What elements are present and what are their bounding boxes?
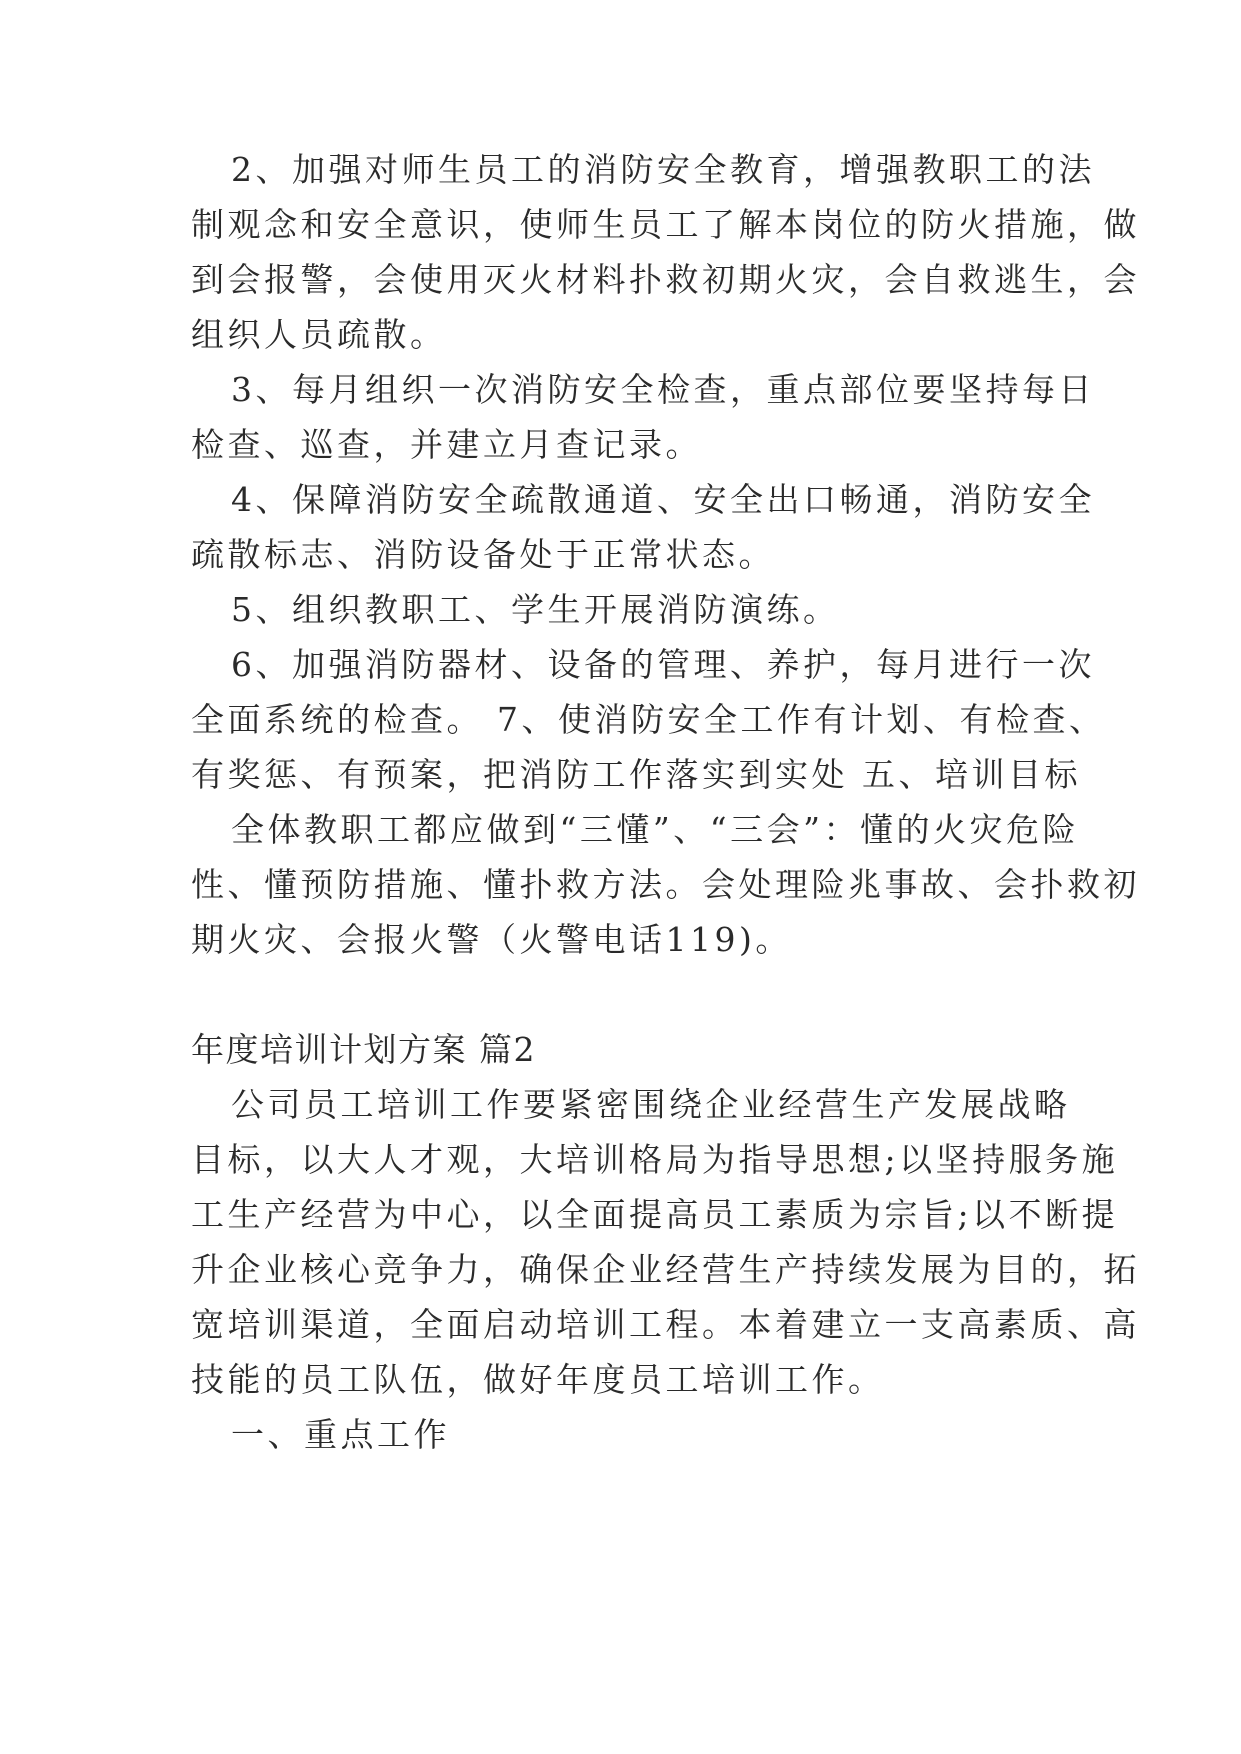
section-title: 年度培训计划方案 篇2 xyxy=(191,1030,536,1069)
text-line: 有奖惩、有预案，把消防工作落实到实处 五、培训目标 xyxy=(191,755,1081,794)
text-line: 2、加强对师生员工的消防安全教育，增强教职工的法 xyxy=(231,150,1095,189)
text-line: 制观念和安全意识，使师生员工了解本岗位的防火措施，做 xyxy=(191,205,1140,244)
text-line: 性、懂预防措施、懂扑救方法。会处理险兆事故、会扑救初 xyxy=(191,865,1140,904)
text-line: 期火灾、会报火警（火警电话119)。 xyxy=(191,920,792,959)
text-line: 检查、巡查，并建立月查记录。 xyxy=(191,425,702,464)
text-line: 6、加强消防器材、设备的管理、养护，每月进行一次 xyxy=(231,645,1095,684)
text-line: 疏散标志、消防设备处于正常状态。 xyxy=(191,535,775,574)
text-line: 全面系统的检查。 7、使消防安全工作有计划、有检查、 xyxy=(191,700,1106,739)
section-heading: 一、重点工作 xyxy=(231,1415,450,1454)
text-line: 升企业核心竞争力，确保企业经营生产持续发展为目的，拓 xyxy=(191,1250,1140,1289)
text-line: 工生产经营为中心，以全面提高员工素质为宗旨;以不断提 xyxy=(191,1195,1119,1234)
text-line: 5、组织教职工、学生开展消防演练。 xyxy=(231,590,840,629)
text-line: 技能的员工队伍，做好年度员工培训工作。 xyxy=(191,1360,885,1399)
text-line: 到会报警，会使用灭火材料扑救初期火灾，会自救逃生，会 xyxy=(191,260,1140,299)
text-line: 组织人员疏散。 xyxy=(191,315,447,354)
text-line: 4、保障消防安全疏散通道、安全出口畅通，消防安全 xyxy=(231,480,1095,519)
text-line: 公司员工培训工作要紧密围绕企业经营生产发展战略 xyxy=(231,1085,1071,1124)
text-line: 目标，以大人才观，大培训格局为指导思想;以坚持服务施 xyxy=(191,1140,1119,1179)
text-line: 3、每月组织一次消防安全检查，重点部位要坚持每日 xyxy=(231,370,1095,409)
text-line: 宽培训渠道，全面启动培训工程。本着建立一支高素质、高 xyxy=(191,1305,1140,1344)
text-line: 全体教职工都应做到“三懂”、“三会”：懂的火灾危险 xyxy=(231,810,1079,849)
